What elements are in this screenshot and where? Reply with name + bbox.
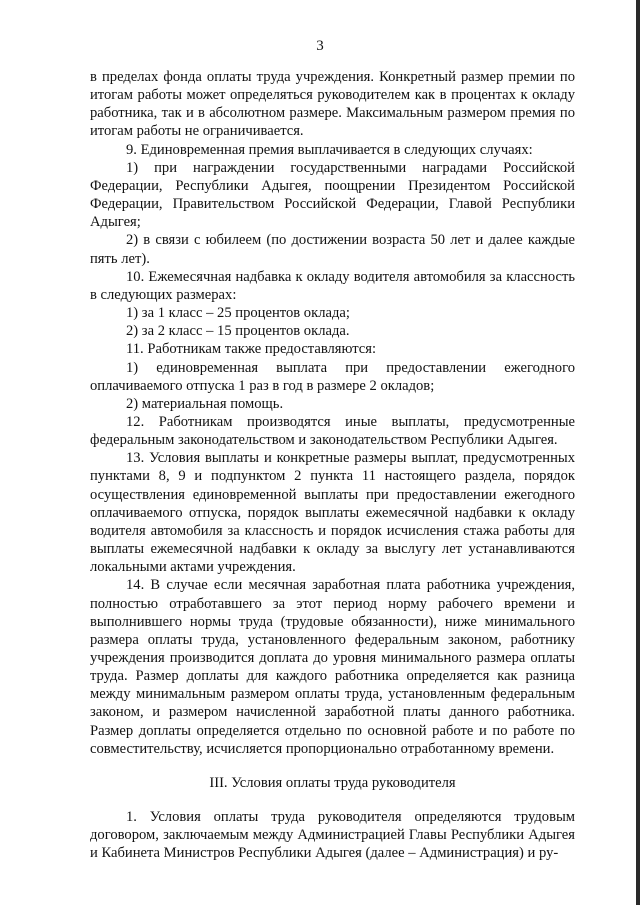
paragraph-item-9-1: 1) при награждении государственными наградами Российской Федерации, Республики Адыгея, поощрении Президентом Российской Федерации, Правительством Российской Федерации, Главой Республики Адыгея;	[90, 159, 575, 231]
paragraph-item-10: 10. Ежемесячная надбавка к окладу водителя автомобиля за классность в следующих размерах:	[90, 268, 575, 303]
paragraph-section-3-item-1: 1. Условия оплаты труда руководителя определяются трудовым договором, заключаемым между Администрацией Главы Республики Адыгея и Кабинета Министров Республики Адыгея (далее – Администрация) и ру-	[90, 809, 575, 862]
paragraph-premium-continuation: в пределах фонда оплаты труда учреждения. Конкретный размер премии по итогам работы может определяться руководителем как в процентах к окладу работника, так и в абсолютном размере. Максимальным размером премия по итогам работы не ограничивается.	[90, 69, 575, 140]
paragraph-item-9: 9. Единовременная премия выплачивается в следующих случаях:	[126, 141, 533, 158]
paragraph-item-11-1: 1) единовременная выплата при предоставлении ежегодного оплачиваемого отпуска 1 раз в год в размере 2 окладов;	[90, 359, 575, 394]
paragraph-item-10-2: 2) за 2 класс – 15 процентов оклада.	[126, 323, 350, 340]
section-title: III. Условия оплаты труда руководителя	[209, 774, 456, 791]
paragraph-item-11-2: 2) материальная помощь.	[126, 395, 284, 412]
page-number: 3	[316, 38, 324, 54]
paragraph-item-10-1: 1) за 1 класс – 25 процентов оклада;	[126, 305, 350, 322]
document-body	[90, 68, 575, 863]
paragraph-item-14: 14. В случае если месячная заработная плата работника учреждения, полностью отработавшего за этот период норму рабочего времени и выполнившего нормы труда (трудовые обязанности), ниже минимального размера оплаты труда, установленного федеральным законом, работнику учреждения производится доплата до уровня минимального размера оплаты труда. Размер доплаты для каждого работника определяется как разница между минимальным размером оплаты труда, установленным федеральным законом, и размером начисленной заработной платы данного работника. Размер доплаты определяется отдельно по основной работе и по работе по совместительству, исчисляется пропорционально отработанному времени.	[90, 577, 575, 757]
paragraph-item-9-2: 2) в связи с юбилеем (по достижении возраста 50 лет и далее каждые пять лет).	[90, 232, 575, 267]
scan-edge	[636, 0, 640, 905]
paragraph-item-12: 12. Работникам производятся иные выплаты, предусмотренные федеральным законодательством и законодательством Республики Адыгея.	[90, 413, 575, 449]
paragraph-item-11: 11. Работникам также предоставляются:	[126, 341, 377, 358]
paragraph-item-13: 13. Условия выплаты и конкретные размеры выплат, предусмотренных пунктами 8, 9 и подпунктом 2 пункта 11 настоящего раздела, порядок осуществления единовременной выплаты при предоставлении ежегодного оплачиваемого отпуска, порядок выплаты ежемесячной надбавки к окладу водителя автомобиля за классность и порядок исчисления стажа работы для выплаты ежемесячной надбавки к окладу за выслугу лет устанавливаются локальными актами учреждения.	[90, 450, 575, 576]
